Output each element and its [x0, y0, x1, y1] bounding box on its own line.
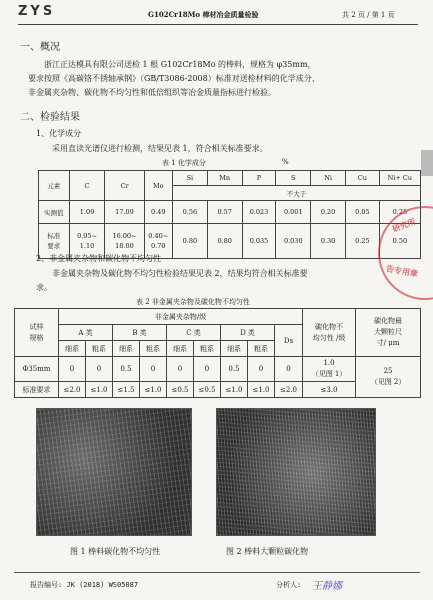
standard-requirement-label: 标准要求 [15, 382, 59, 398]
header-divider [18, 24, 418, 25]
standard-s: 0.030 [276, 224, 311, 259]
large-carbide-micrograph [216, 408, 376, 536]
b-fine-standard: ≤1.5 [113, 382, 140, 398]
max-carbide-size-header [356, 309, 421, 357]
a-coarse-header: 粗系 [86, 341, 113, 357]
standard-c-min: 0.95~ [77, 232, 97, 240]
b-coarse-value: 0 [140, 357, 167, 382]
analyst-signature: 王静娜 [312, 581, 342, 592]
specimen-spec: Φ35mm [15, 357, 59, 382]
subsection1-heading: 1、化学成分 [36, 129, 82, 138]
carbide-nonuniformity-micrograph [36, 408, 192, 536]
subsection2-heading: 2、非金属夹杂物和碳化物不均匀性 [36, 254, 162, 263]
measured-ni-cu: 0.25 [379, 201, 420, 224]
c-fine-standard: ≤0.5 [167, 382, 194, 398]
d-fine-standard: ≤1.0 [221, 382, 248, 398]
class-c-header: C 类 [167, 325, 221, 341]
c-coarse-header: 粗系 [194, 341, 221, 357]
col-header-cr: Cr [105, 171, 144, 201]
subsection1-text: 采用直读光谱仪进行检测，结果见表 1，符合相关标准要求。 [52, 144, 268, 153]
standard-cr-min: 16.00~ [112, 232, 137, 240]
analyst-label: 分析人: [276, 581, 302, 589]
maxsize-header-line3: 寸/ μm [376, 339, 400, 347]
c-fine-header: 细系 [167, 341, 194, 357]
a-coarse-standard: ≤1.0 [86, 382, 113, 398]
col-header-c: C [69, 171, 105, 201]
standard-si: 0.80 [172, 224, 207, 259]
table1-caption: 表 1 化学成分 [162, 159, 206, 167]
standard-mn: 0.80 [207, 224, 242, 259]
section2-heading: 二、检验结果 [20, 112, 80, 123]
a-fine-standard: ≤2.0 [59, 382, 86, 398]
footer-divider [14, 572, 420, 573]
ds-header: Ds [275, 325, 303, 357]
company-logo: ZYS [18, 4, 56, 19]
a-coarse-value: 0 [86, 357, 113, 382]
c-coarse-value: 0 [194, 357, 221, 382]
section1-line1: 浙江正达模具有限公司送检 1 根 G102Cr18Mo 的棒料，规格为 φ35mm， [44, 60, 316, 69]
carbide-nonuniformity-header [303, 309, 356, 357]
inclusion-carbide-table [14, 308, 421, 398]
standard-label-line2: 要求 [47, 242, 61, 250]
standard-mo-max: 0.70 [151, 242, 166, 250]
col-header-ni: Ni [311, 171, 346, 186]
d-coarse-value: 0 [248, 357, 275, 382]
specimen-header-line1: 试样 [29, 322, 44, 331]
section1-line2: 要求按照《高碳铬不锈轴承钢》（GB/T3086-2008）标准对送检材料的化学成分、 [28, 74, 320, 83]
col-header-cu: Cu [346, 171, 380, 186]
class-d-header: D 类 [221, 325, 275, 341]
b-fine-header: 细系 [113, 341, 140, 357]
table1-unit: % [282, 158, 289, 166]
standard-cu: 0.25 [346, 224, 380, 259]
specimen-header-line2: 规格 [29, 333, 44, 342]
section1-line3: 非金属夹杂物、碳化物不均匀性和低倍组织等冶金质量指标进行检验。 [28, 88, 276, 97]
class-a-header: A 类 [59, 325, 113, 341]
carbide-header-line1: 碳化物不 [315, 322, 344, 331]
measured-mo: 0.49 [144, 201, 172, 224]
page-indicator: 共 2 页 / 第 1 页 [342, 11, 395, 19]
c-fine-value: 0 [167, 357, 194, 382]
measured-ni: 0.20 [311, 201, 346, 224]
measured-cu: 0.05 [346, 201, 380, 224]
section1-heading: 一、概况 [20, 42, 60, 53]
class-b-header: B 类 [113, 325, 167, 341]
a-fine-value: 0 [59, 357, 86, 382]
not-more-than-label: 不大于 [172, 186, 420, 201]
figure1-caption: 图 1 棒料碳化物不均匀性 [70, 547, 161, 556]
carbide-standard: ≤3.0 [303, 382, 356, 398]
standard-c-max: 1.10 [79, 242, 95, 250]
carbide-value: 1.0 [323, 359, 335, 367]
d-coarse-header: 粗系 [248, 341, 275, 357]
inclusion-group-header: 非金属夹杂物/级 [59, 309, 303, 325]
col-header-s: S [276, 171, 311, 186]
col-header-mn: Mn [207, 171, 242, 186]
carbide-figure-ref: （见图 1） [311, 370, 347, 378]
b-coarse-header: 粗系 [140, 341, 167, 357]
c-coarse-standard: ≤0.5 [194, 382, 221, 398]
standard-mo-min: 0.40~ [148, 232, 169, 240]
standard-cr-max: 18.00 [115, 242, 134, 250]
report-header-title: G102Cr18Mo 棒材冶金质量检验 [148, 10, 259, 19]
stamp-text-top: 研究所 [390, 216, 417, 234]
a-fine-header: 细系 [59, 341, 86, 357]
standard-label-line1: 标准 [47, 232, 61, 240]
max-carbide-size-value [356, 357, 421, 398]
carbide-header-line2: 均匀性 /级 [312, 333, 346, 342]
stamp-text-bottom: 告专用章 [385, 263, 419, 279]
maxsize-value: 25 [383, 367, 393, 375]
d-fine-value: 0.5 [221, 357, 248, 382]
report-number: 报告编号: JK (2018) WS05087 [30, 581, 139, 589]
measured-row-label: 实测值 [39, 201, 70, 224]
measured-mn: 0.57 [207, 201, 242, 224]
standard-p: 0.035 [242, 224, 276, 259]
b-fine-value: 0.5 [113, 357, 140, 382]
col-header-ni-cu: Ni+ Cu [379, 171, 420, 186]
col-header-si: Si [172, 171, 207, 186]
chemical-composition-table [38, 170, 421, 259]
d-fine-header: 细系 [221, 341, 248, 357]
maxsize-figure-ref: （见图 2） [370, 378, 406, 386]
d-coarse-standard: ≤1.0 [248, 382, 275, 398]
col-header-p: P [242, 171, 276, 186]
b-coarse-standard: ≤1.0 [140, 382, 167, 398]
ds-value: 0 [275, 357, 303, 382]
measured-si: 0.56 [172, 201, 207, 224]
carbide-nonuniformity-value [303, 357, 356, 382]
standard-ni: 0.30 [311, 224, 346, 259]
maxsize-header-line2: 大颗粒尺 [374, 328, 403, 336]
measured-p: 0.023 [242, 201, 276, 224]
page-edge-mark [421, 150, 433, 176]
ds-standard: ≤2.0 [275, 382, 303, 398]
subsection2-line1: 非金属夹杂物及碳化物不均匀性检验结果见表 2，结果均符合相关标准要 [52, 269, 308, 278]
measured-c: 1.09 [69, 201, 105, 224]
table2-caption: 表 2 非金属夹杂物及碳化物不均匀性 [136, 298, 250, 306]
measured-s: 0.001 [276, 201, 311, 224]
specimen-header [15, 309, 59, 357]
maxsize-header-line1: 碳化物最 [374, 317, 403, 325]
subsection2-line2: 求。 [36, 283, 52, 292]
measured-cr: 17.09 [105, 201, 144, 224]
element-header: 元素 [39, 171, 70, 201]
col-header-mo: Mo [144, 171, 172, 201]
figure2-caption: 图 2 棒料大颗粒碳化物 [226, 547, 309, 556]
standard-ni-cu: 0.50 [379, 224, 420, 259]
